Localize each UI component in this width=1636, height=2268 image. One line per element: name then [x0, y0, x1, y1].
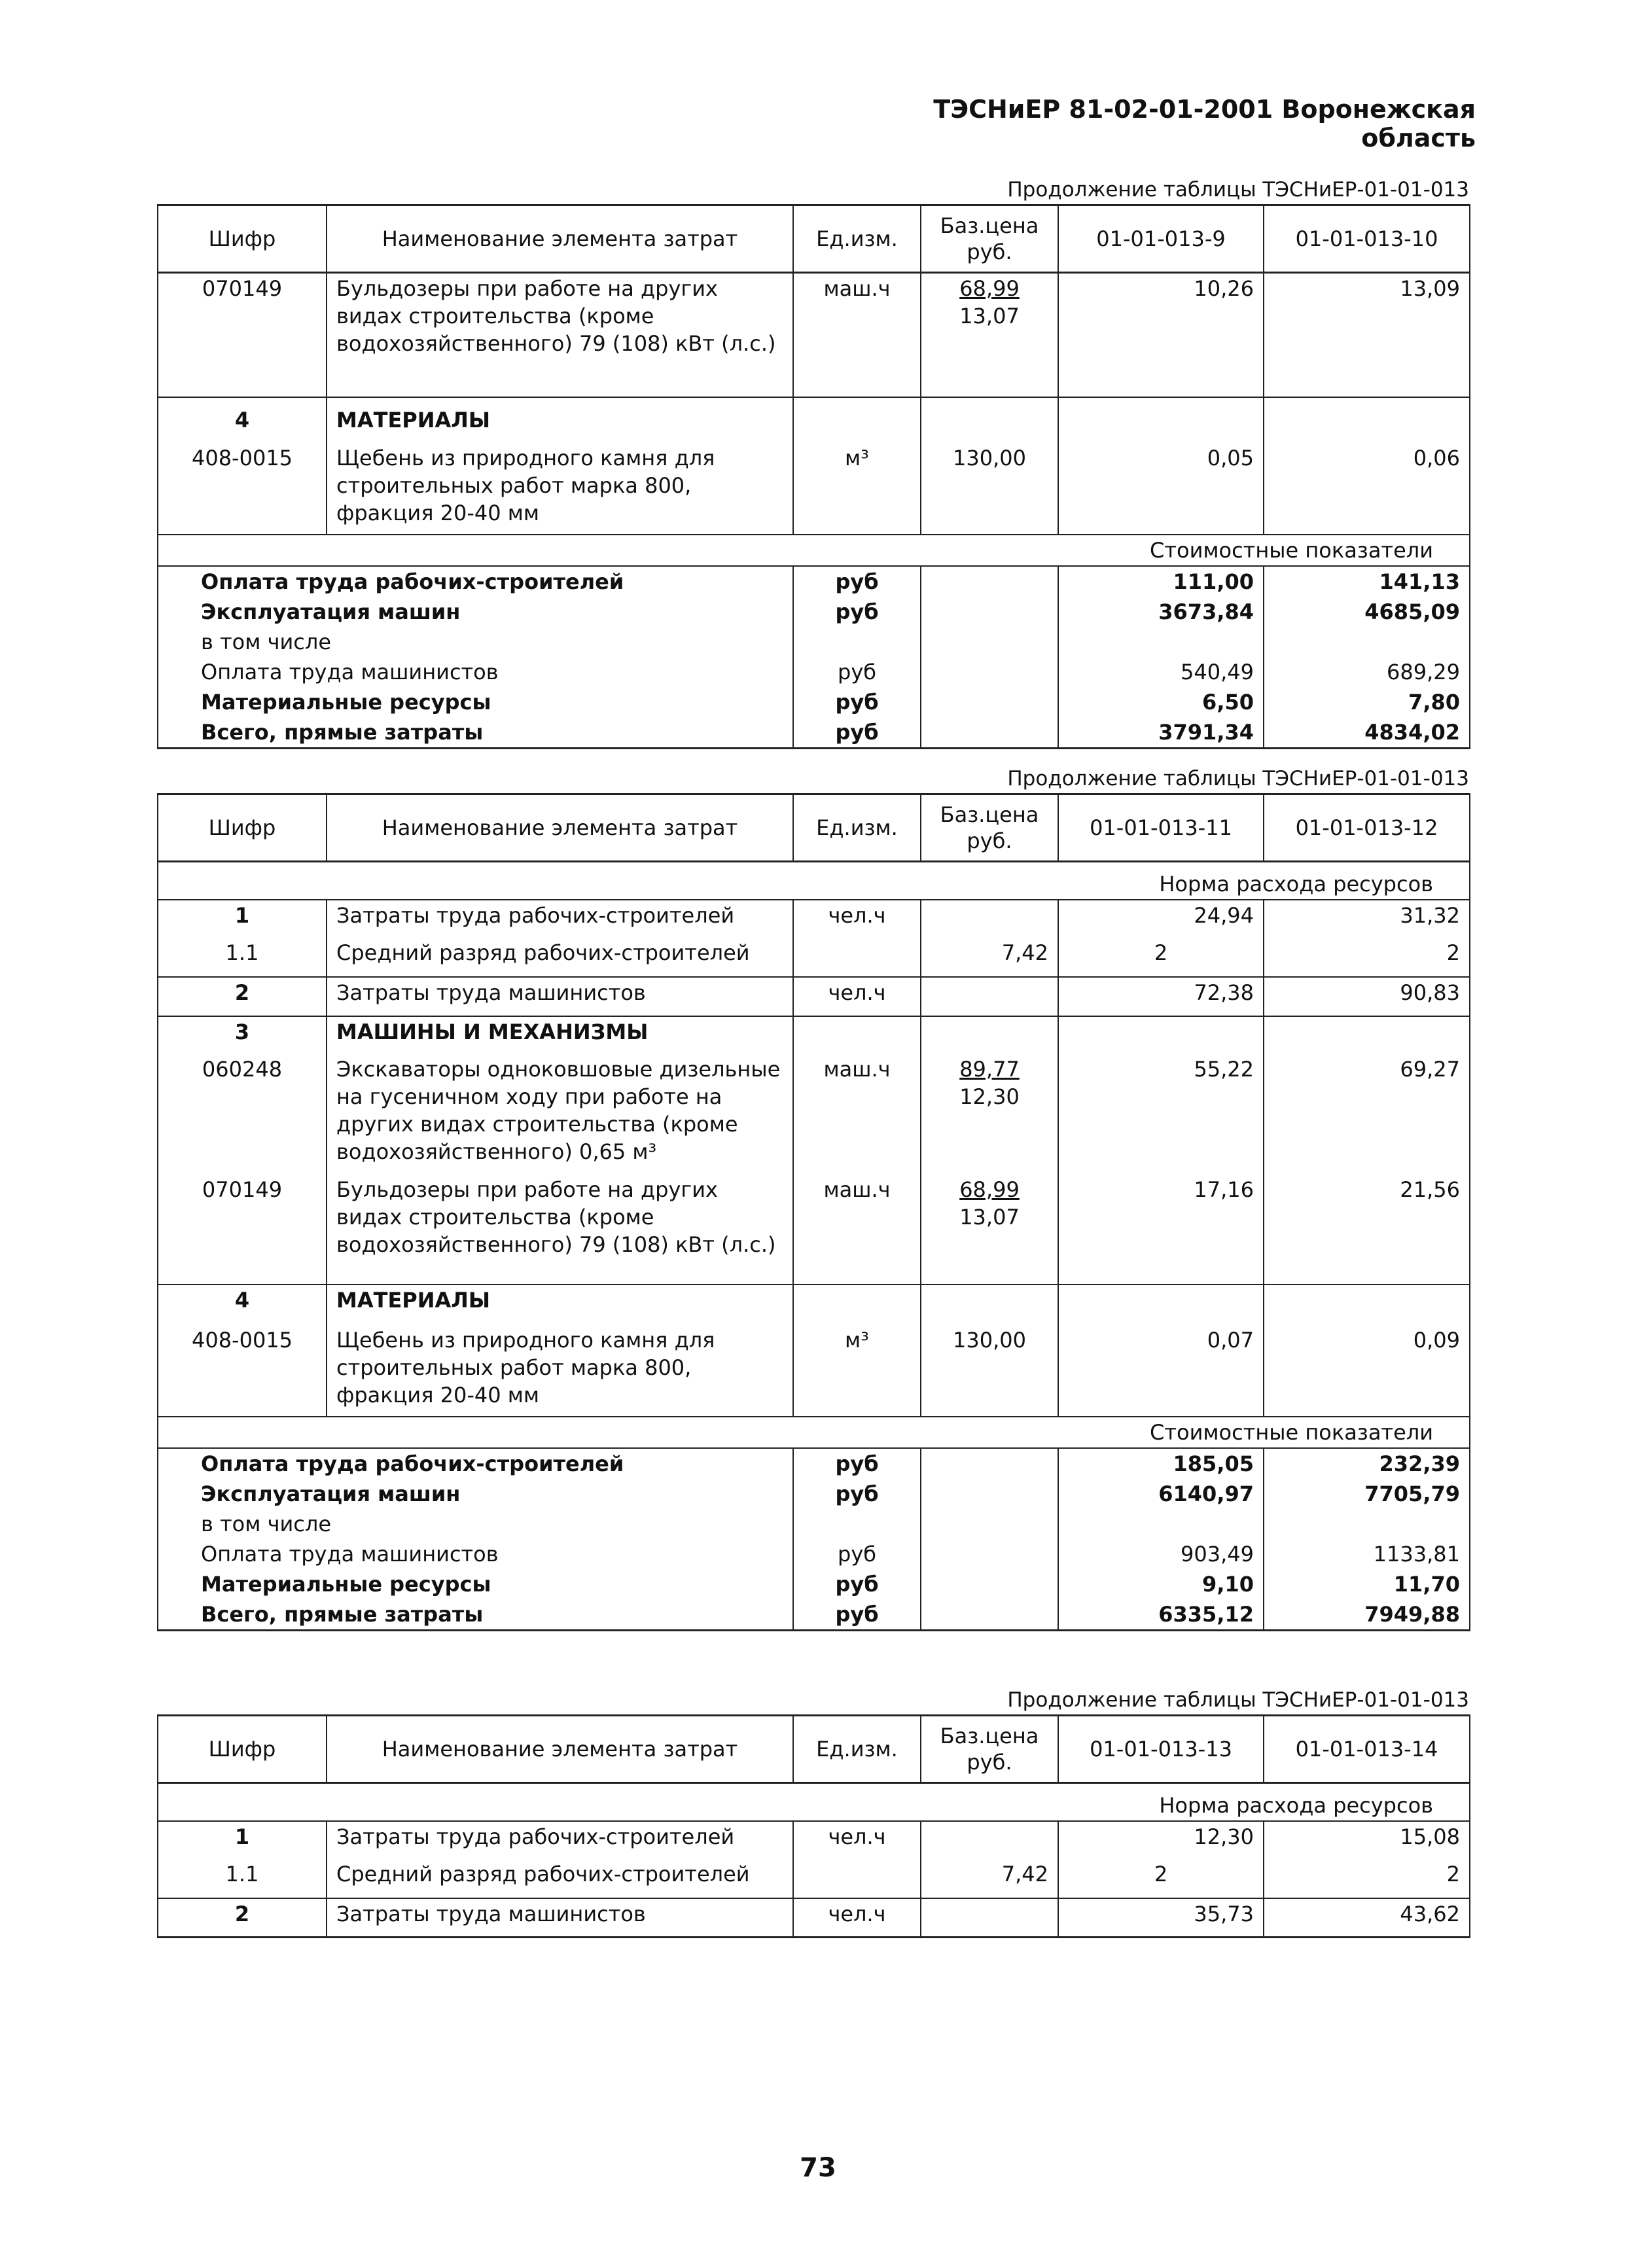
table-cell: МАТЕРИАЛЫ	[327, 1285, 793, 1325]
table-cell: руб	[793, 657, 921, 687]
table-cell	[921, 1599, 1058, 1631]
table-cell: чел.ч	[793, 1821, 921, 1859]
table-cell: 232,39	[1264, 1448, 1470, 1479]
table-cell: 540,49	[1058, 657, 1264, 687]
table-cell: руб	[793, 1569, 921, 1599]
cell-text: 13,07	[959, 1204, 1020, 1230]
table-cell	[921, 273, 1058, 397]
table-cell: 01-01-013-14	[1264, 1716, 1470, 1783]
table-cell: Затраты труда рабочих-строителей	[327, 900, 793, 938]
table-row	[158, 1898, 1470, 1938]
table-cell	[921, 1898, 1058, 1938]
table-cell: Затраты труда машинистов	[327, 1898, 793, 1938]
table-cell	[921, 687, 1058, 717]
table-cell: Затраты труда машинистов	[327, 977, 793, 1016]
table-cell: Норма расхода ресурсов	[158, 1783, 1470, 1821]
table-cell: 2	[1264, 1859, 1470, 1898]
table-cell: 2	[158, 977, 327, 1016]
table-cell: 2	[1058, 1859, 1264, 1898]
table-cell	[921, 1285, 1058, 1325]
table-cell: 185,05	[1058, 1448, 1264, 1479]
table-cell: 3673,84	[1058, 597, 1264, 627]
table1	[157, 204, 1470, 749]
table-cell: Бульдозеры при работе на других видах строительства (кроме водохозяйственного) 79 (108) кВт (л.с.)	[327, 273, 793, 397]
table-cell: 0,09	[1264, 1325, 1470, 1417]
table-cell: 060248	[158, 1054, 327, 1175]
summary-row	[158, 1539, 1470, 1569]
table-cell	[793, 627, 921, 657]
table-cell: 6335,12	[1058, 1599, 1264, 1631]
table-cell	[921, 627, 1058, 657]
table-cell	[1264, 1285, 1470, 1325]
table-cell: Материальные ресурсы	[158, 687, 793, 717]
table-cell: 90,83	[1264, 977, 1470, 1016]
table-cell: 7705,79	[1264, 1479, 1470, 1509]
table-cell: 12,30	[1058, 1821, 1264, 1859]
table-cell	[793, 938, 921, 977]
table-header-row	[158, 1716, 1470, 1783]
table-row	[158, 273, 1470, 397]
summary-row	[158, 1509, 1470, 1539]
table-cell: Оплата труда рабочих-строителей	[158, 1448, 793, 1479]
table-cell: Ед.изм.	[793, 794, 921, 862]
summary-row	[158, 597, 1470, 627]
table-cell: 01-01-013-13	[1058, 1716, 1264, 1783]
table-cell: 7,42	[921, 1859, 1058, 1898]
table-cell: чел.ч	[793, 977, 921, 1016]
table-cell: Щебень из природного камня для строительных работ марка 800, фракция 20-40 мм	[327, 1325, 793, 1417]
table-cell: 10,26	[1058, 273, 1264, 397]
table-cell: 130,00	[921, 443, 1058, 535]
summary-row	[158, 1448, 1470, 1479]
table-cell	[793, 1509, 921, 1539]
page-number: 73	[800, 2153, 836, 2183]
table-cell: маш.ч	[793, 1175, 921, 1285]
table-cell	[1264, 1509, 1470, 1539]
table-cell: 21,56	[1264, 1175, 1470, 1285]
table-cell: 070149	[158, 273, 327, 397]
summary-row	[158, 687, 1470, 717]
table-cell: руб	[793, 1479, 921, 1509]
table-cell	[793, 1016, 921, 1054]
table-cell: 689,29	[1264, 657, 1470, 687]
table-row	[158, 397, 1470, 443]
table-cell: чел.ч	[793, 1898, 921, 1938]
table-cell	[921, 1539, 1058, 1569]
summary-row	[158, 1479, 1470, 1509]
cell-text: руб.	[967, 1750, 1012, 1775]
table-cell: 01-01-013-11	[1058, 794, 1264, 862]
table-cell: 31,32	[1264, 900, 1470, 938]
table-cell: 35,73	[1058, 1898, 1264, 1938]
table-cell: 903,49	[1058, 1539, 1264, 1569]
table-cell: 1.1	[158, 938, 327, 977]
table-row	[158, 1821, 1470, 1859]
table-cell: Затраты труда рабочих-строителей	[327, 1821, 793, 1859]
table-row	[158, 1859, 1470, 1898]
table-cell	[921, 657, 1058, 687]
table-cell	[921, 1175, 1058, 1285]
table-cell: 7,80	[1264, 687, 1470, 717]
table-cell: 130,00	[921, 1325, 1058, 1417]
table-cell: Средний разряд рабочих-строителей	[327, 938, 793, 977]
table-cell: 1	[158, 1821, 327, 1859]
table-cell: маш.ч	[793, 1054, 921, 1175]
table-cell	[921, 977, 1058, 1016]
table-cell	[921, 1509, 1058, 1539]
table-cell	[921, 1569, 1058, 1599]
table-cell	[921, 397, 1058, 443]
table-cell: 0,05	[1058, 443, 1264, 535]
table-cell	[921, 1016, 1058, 1054]
table-cell: Экскаваторы одноковшовые дизельные на гусеничном ходу при работе на других видах строительства (кроме водохозяйственного) 0,65 м³	[327, 1054, 793, 1175]
table-header-row	[158, 205, 1470, 273]
table-cell: м³	[793, 1325, 921, 1417]
table-cell: 111,00	[1058, 566, 1264, 597]
col-a: 01-01-013-9	[1058, 205, 1264, 273]
section-label-row	[158, 1417, 1470, 1448]
table-cell: МАШИНЫ И МЕХАНИЗМЫ	[327, 1016, 793, 1054]
table-cell	[1264, 627, 1470, 657]
table-cell: руб	[793, 597, 921, 627]
table-cell	[921, 1479, 1058, 1509]
table-cell: Оплата труда машинистов	[158, 1539, 793, 1569]
table-cell: 6140,97	[1058, 1479, 1264, 1509]
table-cell: 13,09	[1264, 273, 1470, 397]
table-cell: 4685,09	[1264, 597, 1470, 627]
table-cell	[1058, 1016, 1264, 1054]
cell-text: Баз.цена	[940, 213, 1039, 238]
cell-text: Баз.цена	[940, 802, 1039, 827]
table-cell: Средний разряд рабочих-строителей	[327, 1859, 793, 1898]
table2	[157, 793, 1470, 1631]
table-cell	[1058, 1285, 1264, 1325]
table-cell: 4834,02	[1264, 717, 1470, 749]
table-cell: Эксплуатация машин	[158, 1479, 793, 1509]
section-label-row	[158, 535, 1470, 566]
table-cell	[921, 794, 1058, 862]
table-cell	[793, 1285, 921, 1325]
table-cell: в том числе	[158, 1509, 793, 1539]
table-cell: маш.ч	[793, 273, 921, 397]
cell-text: 68,99	[959, 1177, 1020, 1202]
table-cell: Оплата труда машинистов	[158, 657, 793, 687]
table-cell	[1058, 397, 1264, 443]
table-cell: руб	[793, 687, 921, 717]
table-cell: 24,94	[1058, 900, 1264, 938]
table-cell: м³	[793, 443, 921, 535]
table-row	[158, 1325, 1470, 1417]
table-row	[158, 977, 1470, 1016]
table-header-row	[158, 794, 1470, 862]
table-row	[158, 938, 1470, 977]
table-cell	[1058, 627, 1264, 657]
table-cell: руб	[793, 1599, 921, 1631]
table-cell: 1.1	[158, 1859, 327, 1898]
summary-row	[158, 566, 1470, 597]
table-cell: МАТЕРИАЛЫ	[327, 397, 793, 443]
table-cell: Всего, прямые затраты	[158, 717, 793, 749]
table-cell: 11,70	[1264, 1569, 1470, 1599]
summary-row	[158, 1569, 1470, 1599]
table-row	[158, 900, 1470, 938]
table-cell	[1058, 1509, 1264, 1539]
summary-row	[158, 627, 1470, 657]
table-cell	[921, 1054, 1058, 1175]
table-cell: 141,13	[1264, 566, 1470, 597]
table-cell	[921, 1821, 1058, 1859]
table-cell: Наименование элемента затрат	[327, 1716, 793, 1783]
col-b: 01-01-013-10	[1264, 205, 1470, 273]
cell-text: 13,07	[959, 304, 1020, 328]
table-row	[158, 1285, 1470, 1325]
summary-row	[158, 1599, 1470, 1631]
table-cell: Щебень из природного камня для строительных работ марка 800, фракция 20-40 мм	[327, 443, 793, 535]
table2-caption: Продолжение таблицы ТЭСНиЕР-01-01-013	[1007, 767, 1469, 790]
table-cell: Шифр	[158, 794, 327, 862]
table-cell: Материальные ресурсы	[158, 1569, 793, 1599]
table-cell	[921, 597, 1058, 627]
table-cell: 2	[158, 1898, 327, 1938]
table-cell	[793, 397, 921, 443]
table-cell: Оплата труда рабочих-строителей	[158, 566, 793, 597]
col-price	[921, 205, 1058, 273]
table-cell: 070149	[158, 1175, 327, 1285]
table-cell	[1264, 1016, 1470, 1054]
table-cell: 17,16	[1058, 1175, 1264, 1285]
table-cell: Шифр	[158, 1716, 327, 1783]
table-cell: Всего, прямые затраты	[158, 1599, 793, 1631]
table-cell: 55,22	[1058, 1054, 1264, 1175]
table-cell: 43,62	[1264, 1898, 1470, 1938]
table-cell	[921, 717, 1058, 749]
col-unit: Ед.изм.	[793, 205, 921, 273]
table-cell: 2	[1264, 938, 1470, 977]
table-cell: 1133,81	[1264, 1539, 1470, 1569]
table1-caption: Продолжение таблицы ТЭСНиЕР-01-01-013	[1007, 178, 1469, 202]
table-cell: 0,06	[1264, 443, 1470, 535]
cell-text: 89,77	[959, 1056, 1020, 1082]
table-cell	[921, 566, 1058, 597]
table-row	[158, 1016, 1470, 1054]
table-cell: 7,42	[921, 938, 1058, 977]
table-cell: 1	[158, 900, 327, 938]
summary-row	[158, 657, 1470, 687]
table-cell: 72,38	[1058, 977, 1264, 1016]
table-cell	[921, 1716, 1058, 1783]
col-name: Наименование элемента затрат	[327, 205, 793, 273]
table-cell: Норма расхода ресурсов	[158, 862, 1470, 900]
table-cell: 3	[158, 1016, 327, 1054]
table-cell	[1264, 397, 1470, 443]
cell-text: 68,99	[959, 276, 1020, 301]
table-cell: 3791,34	[1058, 717, 1264, 749]
table-cell: 4	[158, 1285, 327, 1325]
table-cell: 4	[158, 397, 327, 443]
table-cell: Ед.изм.	[793, 1716, 921, 1783]
table3	[157, 1714, 1470, 1938]
table-cell: в том числе	[158, 627, 793, 657]
table-cell	[793, 1859, 921, 1898]
table-row	[158, 443, 1470, 535]
table-cell: 15,08	[1264, 1821, 1470, 1859]
table-cell: чел.ч	[793, 900, 921, 938]
summary-row	[158, 717, 1470, 749]
table-cell: 2	[1058, 938, 1264, 977]
table-cell	[921, 900, 1058, 938]
table-cell: Стоимостные показатели	[158, 535, 1470, 566]
table-cell: руб	[793, 717, 921, 749]
table-cell: 0,07	[1058, 1325, 1264, 1417]
col-code: Шифр	[158, 205, 327, 273]
section-label-row	[158, 1783, 1470, 1821]
cell-text: руб.	[967, 828, 1012, 853]
table-cell: Эксплуатация машин	[158, 597, 793, 627]
table-cell: руб	[793, 566, 921, 597]
table-cell: 01-01-013-12	[1264, 794, 1470, 862]
section-label-row	[158, 862, 1470, 900]
table3-caption: Продолжение таблицы ТЭСНиЕР-01-01-013	[1007, 1688, 1469, 1712]
cell-text: Баз.цена	[940, 1724, 1039, 1748]
table-cell: Стоимостные показатели	[158, 1417, 1470, 1448]
table-cell: Бульдозеры при работе на других видах строительства (кроме водохозяйственного) 79 (108) кВт (л.с.)	[327, 1175, 793, 1285]
table-cell: 6,50	[1058, 687, 1264, 717]
cell-text: руб.	[967, 239, 1012, 264]
table-cell: 69,27	[1264, 1054, 1470, 1175]
table-cell: 408-0015	[158, 1325, 327, 1417]
table-cell: 9,10	[1058, 1569, 1264, 1599]
table-cell: 408-0015	[158, 443, 327, 535]
table-cell: Наименование элемента затрат	[327, 794, 793, 862]
cell-text: 12,30	[959, 1084, 1020, 1109]
table-cell	[921, 1448, 1058, 1479]
page-header: ТЭСНиЕР 81-02-01-2001 Воронежская область	[933, 95, 1476, 152]
table-cell: руб	[793, 1539, 921, 1569]
table-cell: руб	[793, 1448, 921, 1479]
table-cell: 7949,88	[1264, 1599, 1470, 1631]
table-row	[158, 1054, 1470, 1175]
table-row	[158, 1175, 1470, 1285]
